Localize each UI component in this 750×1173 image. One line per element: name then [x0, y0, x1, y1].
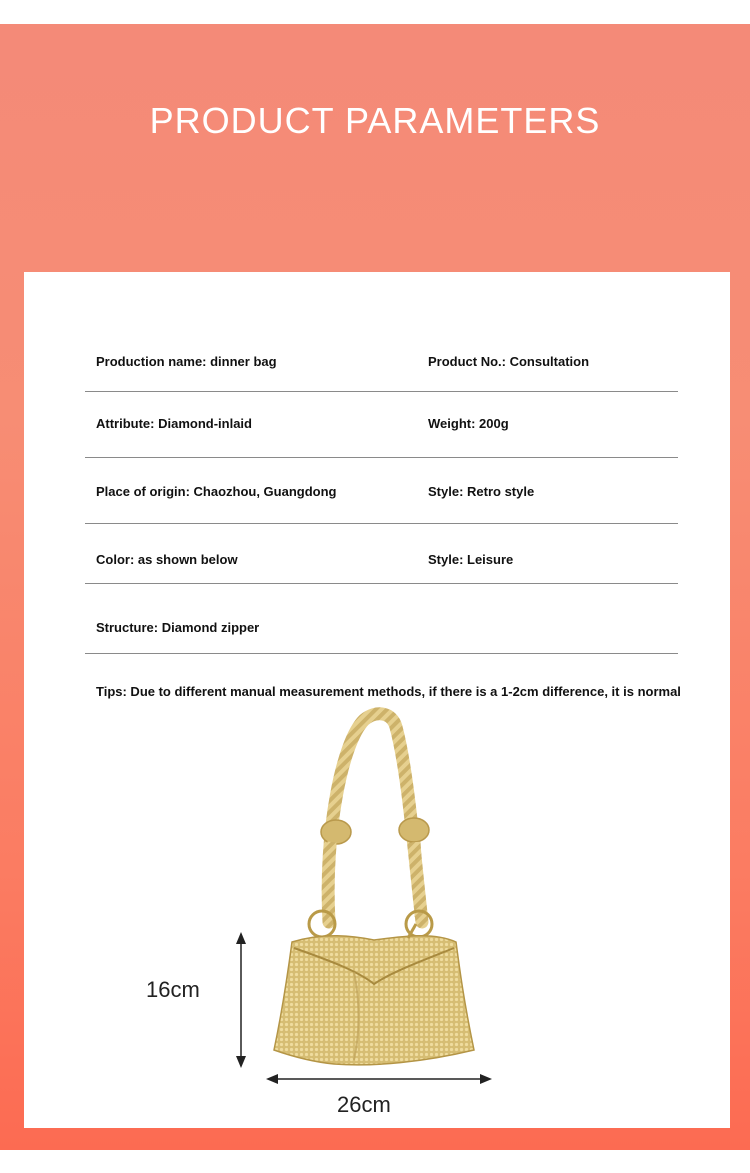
- param-label: Production name: dinner bag: [96, 354, 277, 369]
- parameters-card: [24, 272, 730, 1128]
- bag-illustration: [24, 272, 730, 1128]
- tips-note: Tips: Due to different manual measurement methods, if there is a 1-2cm difference, it is normal: [96, 684, 681, 699]
- param-label: Style: Leisure: [428, 552, 514, 567]
- height-dimension: 16cm: [146, 977, 200, 1002]
- param-label: Product No.: Consultation: [428, 354, 590, 369]
- page-title: PRODUCT PARAMETERS: [149, 100, 601, 141]
- param-label: Color: as shown below: [96, 552, 238, 567]
- param-label: Attribute: Diamond-inlaid: [96, 416, 252, 431]
- param-label: Place of origin: Chaozhou, Guangdong: [96, 484, 337, 499]
- param-label: Structure: Diamond zipper: [96, 620, 260, 635]
- param-label: Style: Retro style: [428, 484, 535, 499]
- width-dimension: 26cm: [337, 1092, 391, 1117]
- param-label: Weight: 200g: [428, 416, 509, 431]
